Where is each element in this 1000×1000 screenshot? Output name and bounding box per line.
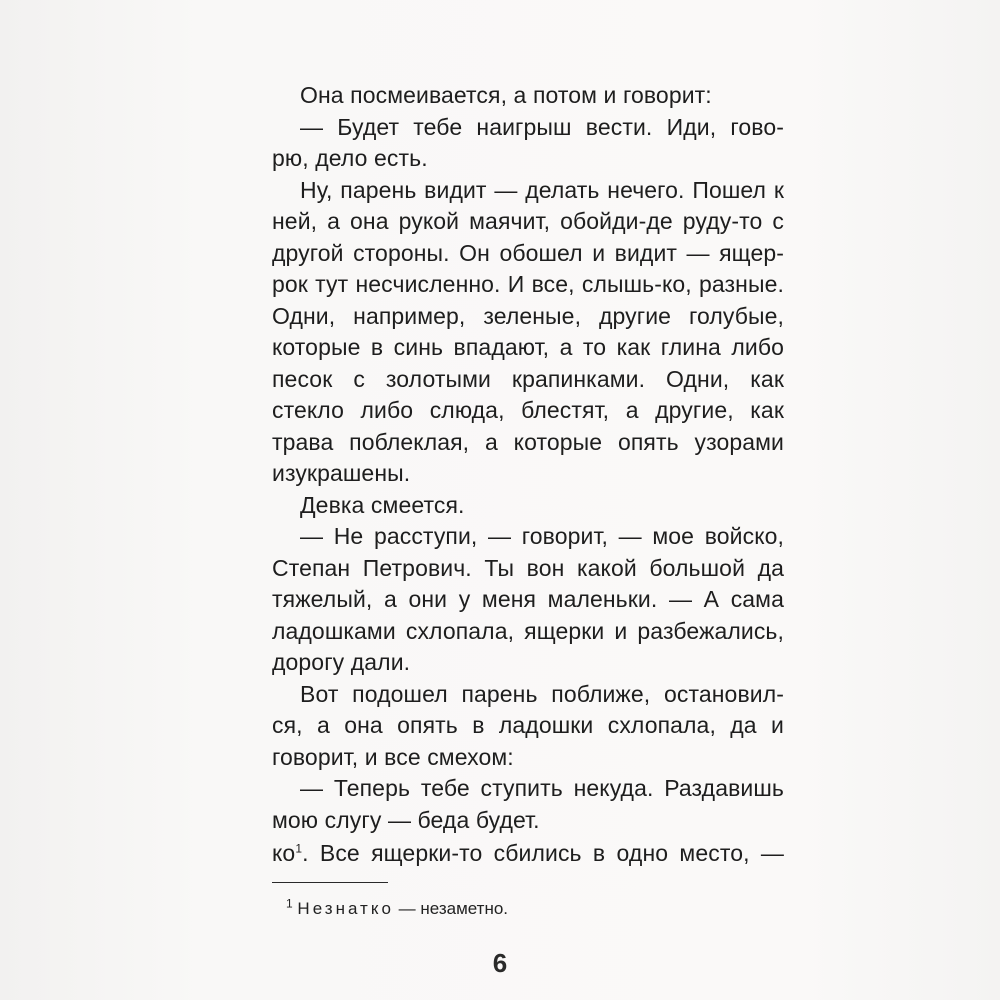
text-line: ся, а она опять в ладошки схлопала, да и [272,712,784,738]
footnote [286,896,508,922]
text-line: другой стороны. Он обошел и видит — ящер- [272,239,784,266]
text-line: стекло либо слюда, блестят, а другие, как [272,397,784,423]
text-line: Одни, например, зеленые, другие голубые, [272,302,784,329]
footnote-divider [272,882,388,883]
text-line: которые в синь впадают, а то как глина либо [272,334,784,360]
text-line: — Теперь тебе ступить некуда. Раздавишь [300,775,784,801]
text-line: тяжелый, а они у меня маленьки. — А сама [272,586,784,612]
page-number: 6 [492,948,508,978]
text-line: мою слугу — беда будет. [272,806,540,833]
text-line: ней, а она рукой маячит, обойди-де руду-то с [272,208,784,234]
text-line: Вот подошел парень поближе, остановил- [300,680,784,707]
text-line: изукрашены. [272,460,411,486]
text-line: трава поблеклая, а которые опять узорами [272,428,784,455]
text-line: рю, дело есть. [272,145,428,171]
footnote-term: Незнатко [297,899,394,918]
text-line: Девка смеется. [300,491,465,518]
text-line: ладошками схлопала, ящерки и разбежались, [272,617,784,644]
footnote-marker[interactable]: 1 [295,841,303,856]
text-line: говорит, и все смехом: [272,743,514,770]
text-line: рок тут несчисленно. И все, слышь-ко, разные. [272,271,784,297]
footnoted-word: ко [272,840,296,866]
text-line: Ну, парень видит — делать нечего. Пошел к [300,176,784,203]
text-line: — Будет тебе наигрыш вести. Иди, гово- [300,113,784,140]
text-line-tail: . Все ящерки-то сбились в одно место, — [302,840,784,866]
footnote-definition: — незаметно. [393,899,509,918]
text-line: Она посмеивается, а потом и говорит: [300,82,712,108]
text-line: — Не расступи, — говорит, — мое войско, [300,523,784,549]
text-line-with-footnote [272,838,784,870]
text-line: дорогу дали. [272,649,411,675]
text-line: песок с золотыми крапинками. Одни, как [272,365,784,392]
footnote-number: 1 [286,896,293,911]
text-line: Степан Петрович. Ты вон какой большой да [272,554,784,581]
